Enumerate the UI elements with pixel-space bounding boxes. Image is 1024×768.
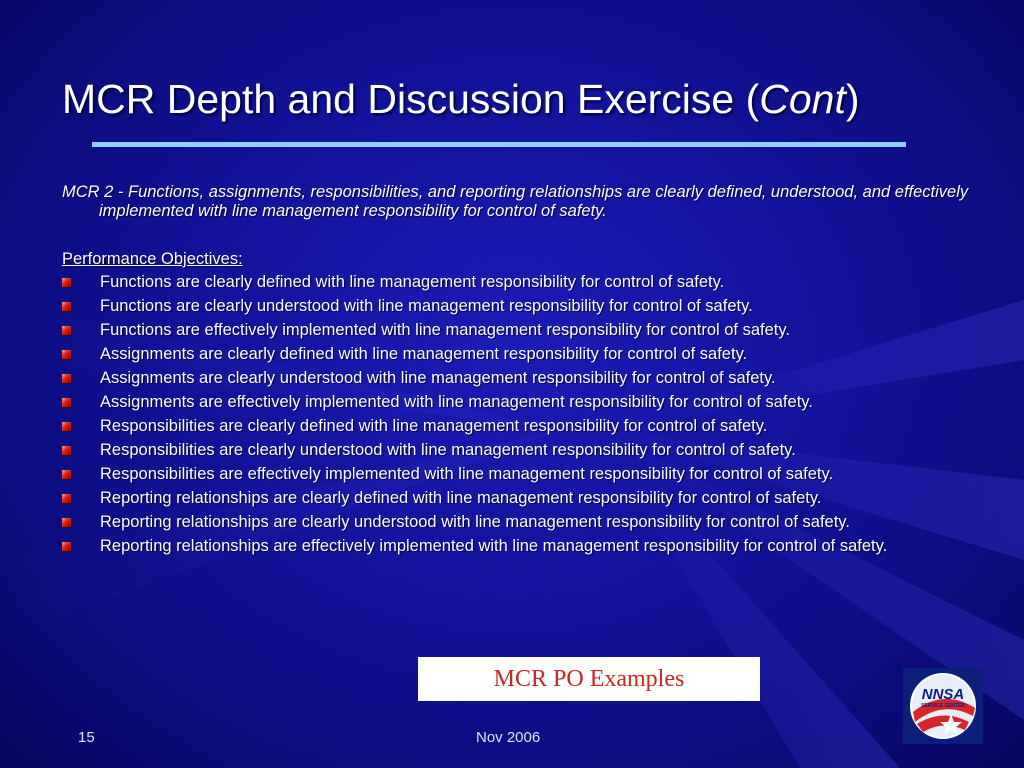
list-item-text: Reporting relationships are clearly understood with line management responsibility for control of safety.: [100, 513, 850, 531]
list-item: [62, 273, 982, 291]
list-item: [62, 417, 982, 435]
bullet-icon: [62, 374, 71, 383]
list-item: [62, 513, 982, 531]
mcr-intro-text: MCR 2 - Functions, assignments, responsibilities, and reporting relationships are clearly defined, understood, and effectively implemented with line management responsibility for control of safety.: [62, 183, 969, 220]
list-item-text: Functions are clearly understood with line management responsibility for control of safety.: [100, 297, 753, 315]
list-item-text: Responsibilities are effectively implemented with line management responsibility for control of safety.: [100, 465, 834, 483]
list-item: [62, 393, 982, 411]
list-item-text: Assignments are clearly understood with line management responsibility for control of safety.: [100, 369, 776, 387]
list-item: [62, 297, 982, 315]
bullet-icon: [62, 470, 71, 479]
bullet-icon: [62, 350, 71, 359]
mcr-po-examples-link[interactable]: [418, 657, 760, 701]
title-underline-rule: [92, 142, 906, 147]
objectives-list: [62, 273, 982, 561]
list-item-text: Functions are clearly defined with line management responsibility for control of safety.: [100, 273, 725, 291]
logo-nnsa-text: NNSA: [921, 686, 965, 703]
nnsa-service-center-logo: [903, 668, 983, 744]
bullet-icon: [62, 326, 71, 335]
list-item: [62, 345, 982, 363]
bullet-icon: [62, 542, 71, 551]
slide-title: [62, 74, 962, 124]
performance-objectives-heading: Performance Objectives:: [62, 250, 243, 268]
title-cont: Cont: [759, 76, 846, 122]
title-main: MCR Depth and Discussion Exercise: [62, 76, 735, 122]
title-open-paren: (: [734, 76, 760, 122]
list-item: [62, 465, 982, 483]
bullet-icon: [62, 446, 71, 455]
bullet-icon: [62, 302, 71, 311]
slide-number: 15: [78, 729, 95, 746]
mcr-po-examples-label: MCR PO Examples: [493, 665, 685, 692]
list-item: [62, 369, 982, 387]
list-item-text: Responsibilities are clearly understood with line management responsibility for control of safety.: [100, 441, 796, 459]
footer-date: Nov 2006: [476, 729, 541, 746]
list-item: [62, 489, 982, 507]
list-item-text: Responsibilities are clearly defined with line management responsibility for control of safety.: [100, 417, 768, 435]
list-item: [62, 441, 982, 459]
bullet-icon: [62, 398, 71, 407]
bullet-icon: [62, 518, 71, 527]
list-item-text: Assignments are clearly defined with line management responsibility for control of safety.: [100, 345, 748, 363]
list-item-text: Functions are effectively implemented with line management responsibility for control of safety.: [100, 321, 790, 339]
list-item-text: Reporting relationships are clearly defined with line management responsibility for control of safety.: [100, 489, 822, 507]
list-item: [62, 321, 982, 339]
bullet-icon: [62, 278, 71, 287]
bullet-icon: [62, 422, 71, 431]
logo-service-center-text: SERVICE CENTER: [921, 703, 965, 709]
list-item-text: Reporting relationships are effectively implemented with line management responsibility for control of safety.: [100, 537, 888, 555]
title-close-paren: ): [845, 76, 860, 122]
bullet-icon: [62, 494, 71, 503]
list-item-text: Assignments are effectively implemented with line management responsibility for control of safety.: [100, 393, 813, 411]
list-item: [62, 537, 982, 555]
